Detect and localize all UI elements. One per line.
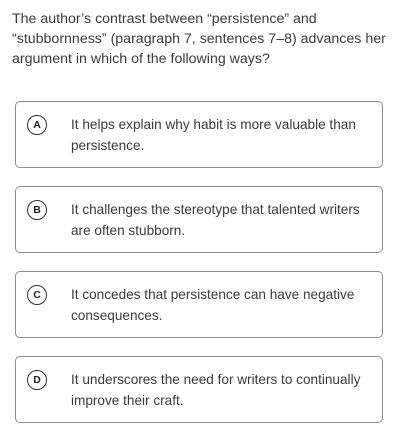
answer-choice-c[interactable] xyxy=(15,271,383,338)
answer-choice-a[interactable] xyxy=(15,101,383,168)
choice-letter-c: C xyxy=(27,285,47,305)
answer-choice-d[interactable] xyxy=(15,356,383,423)
choice-text-b: It challenges the stereotype that talented writers are often stubborn. xyxy=(71,202,360,238)
answer-choice-b[interactable] xyxy=(15,186,383,253)
answer-choices xyxy=(15,101,383,441)
choice-text-d: It underscores the need for writers to continually improve their craft. xyxy=(71,372,361,408)
choice-text-c: It concedes that persistence can have negative consequences. xyxy=(71,287,355,323)
question-prompt: The author’s contrast between “persistence” and “stubbornness” (paragraph 7, sentences 7–8) advances her argument in which of the following ways? xyxy=(12,11,386,67)
choice-letter-d: D xyxy=(27,370,47,390)
choice-letter-a: A xyxy=(27,115,47,135)
choice-text-a: It helps explain why habit is more valuable than persistence. xyxy=(71,117,356,153)
choice-letter-b: B xyxy=(27,200,47,220)
